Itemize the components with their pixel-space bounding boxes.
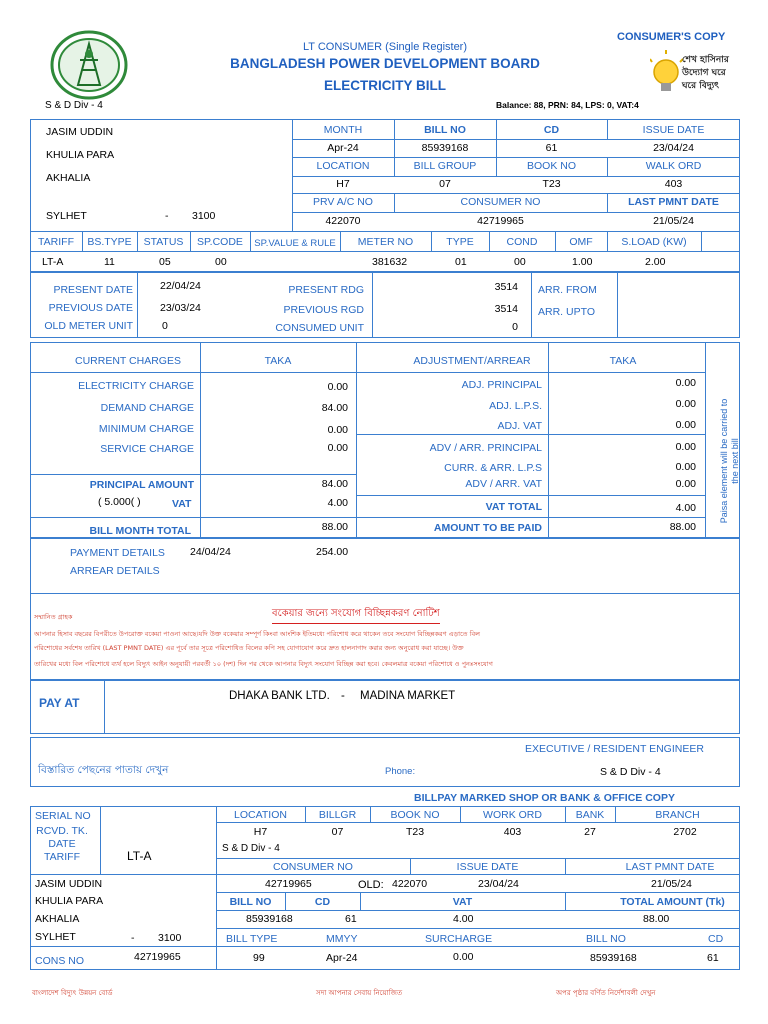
office-branch-header: BRANCH	[655, 809, 700, 821]
consumed-label: CONSUMED UNIT	[275, 322, 364, 334]
pay-at-label: PAY AT	[39, 696, 80, 710]
date-label: DATE	[48, 838, 76, 850]
tariff-value: LT-A	[42, 256, 64, 268]
engineer-division: S & D Div - 4	[600, 766, 661, 778]
campaign-badge	[650, 50, 740, 112]
amount-to-be-paid-label: AMOUNT TO BE PAID	[433, 522, 542, 534]
office-old-label: OLD:	[358, 879, 384, 891]
current-charges-header: CURRENT CHARGES	[75, 355, 181, 367]
meterno-header: METER NO	[357, 236, 414, 248]
spvalue-header: SP.VALUE & RULE	[254, 238, 336, 249]
last-pmnt-value: 21/05/24	[653, 215, 694, 227]
cons-no-value: 42719965	[134, 951, 181, 963]
issue-date: 23/04/24	[653, 142, 694, 154]
engineer-title: EXECUTIVE / RESIDENT ENGINEER	[525, 743, 704, 755]
bill-title: ELECTRICITY BILL	[323, 78, 446, 93]
vat-label: VAT	[172, 498, 192, 510]
last-pmnt-header: LAST PMNT DATE	[628, 196, 719, 208]
office-billno2-value: 85939168	[590, 952, 637, 964]
notice-line-1: আপনার হিসাব বছরের বিপরীতে উপরোক্ত বকেয়া পাওনা আছে।যদি উক্ত বকেয়ার সম্পূর্ণ কিংবা আংশিক ইতিমধ্যে পরিশোধ করে থাকেন তবে সংযোগ বিচ্ছিন্নকরণ এড়াতে বিল	[34, 630, 480, 638]
office-mmyy-value: Apr-24	[326, 952, 358, 964]
electricity-charge-label: ELECTRICITY CHARGE	[78, 380, 194, 392]
taka-header-right: TAKA	[609, 355, 637, 367]
billno-header: BILL NO	[424, 124, 466, 136]
adv-principal-label: ADV / ARR. PRINCIPAL	[429, 442, 542, 454]
present-rdg-label: PRESENT RDG	[288, 284, 364, 296]
notice-title: বকেয়ার জন্যে সংযোগ বিচ্ছিন্নকরণ নোটিশ	[272, 606, 440, 624]
electricity-charge-value: 0.00	[327, 381, 348, 393]
office-lastpmnt-value: 21/05/24	[651, 878, 692, 890]
office-consumer-no: 42719965	[265, 878, 312, 890]
vat-value: 4.00	[327, 497, 348, 509]
adjustment-header: ADJUSTMENT/ARREAR	[413, 355, 531, 367]
office-issue-header: ISSUE DATE	[456, 861, 519, 873]
office-address-2: AKHALIA	[35, 913, 80, 925]
notice-line-2: পরিশোধের সর্বশেষ তারিখ (LAST PMNT DATE) এর পূর্বে তার সূত্রে পরিশোধিত বিলের কপি সহ যোগাযোগ করে দ্রুত হালনাগাদ করার জন্য অনুরোধ করা যাচ্ছে। উক্ত	[34, 644, 464, 652]
office-surcharge-header: SURCHARGE	[425, 933, 493, 945]
adj-vat-label: ADJ. VAT	[497, 420, 542, 432]
office-workord-header: WORK ORD	[483, 809, 542, 821]
copy-label: CONSUMER'S COPY	[617, 31, 726, 43]
office-dash: -	[131, 932, 135, 944]
cond-header: COND	[506, 236, 538, 248]
taka-header-left: TAKA	[264, 355, 292, 367]
adj-lps-value: 0.00	[675, 398, 696, 410]
paisa-side-note	[719, 396, 741, 526]
previous-rgd-label: PREVIOUS RGD	[283, 304, 364, 316]
previous-date-label: PREVIOUS DATE	[48, 302, 133, 314]
consumer-zip: 3100	[192, 210, 216, 222]
vat-total-value: 4.00	[675, 502, 696, 514]
principal-amount-label: PRINCIPAL AMOUNT	[89, 479, 194, 491]
previous-date-value: 23/03/24	[160, 302, 201, 314]
office-location-value: H7	[253, 826, 268, 838]
spcode-header: SP.CODE	[197, 236, 243, 248]
office-billgr-header: BILLGR	[318, 809, 357, 821]
bill-number: 85939168	[421, 142, 469, 154]
demand-charge-label: DEMAND CHARGE	[100, 402, 194, 414]
office-consumer-header: CONSUMER NO	[273, 861, 353, 873]
demand-charge-value: 84.00	[321, 402, 348, 414]
office-branch-value: 2702	[673, 826, 697, 838]
office-city: SYLHET	[35, 931, 76, 943]
curr-lps-value: 0.00	[675, 461, 696, 473]
payment-amount: 254.00	[316, 546, 349, 558]
old-meter-value: 0	[162, 320, 168, 332]
pay-at-section	[30, 680, 740, 734]
bill-subtitle: LT CONSUMER (Single Register)	[302, 41, 468, 53]
office-surcharge-value: 0.00	[453, 951, 474, 963]
prv-ac-header: PRV A/C NO	[313, 196, 373, 208]
omf-value: 1.00	[572, 256, 593, 268]
type-header: TYPE	[446, 236, 474, 248]
office-issue-value: 23/04/24	[478, 878, 519, 890]
bill-month-total-value: 88.00	[321, 521, 348, 533]
consumed-value: 0	[512, 321, 518, 333]
sload-header: S.LOAD (KW)	[621, 236, 687, 248]
office-total-header: TOTAL AMOUNT (Tk)	[620, 896, 725, 908]
adv-vat-label: ADV / ARR. VAT	[465, 478, 542, 490]
adj-principal-value: 0.00	[675, 377, 696, 389]
type-value: 01	[455, 256, 467, 268]
bill-group-value: 07	[439, 178, 451, 190]
office-vat-value: 4.00	[453, 913, 474, 925]
paisa-note-text: Paisa element will be carried to the next bill	[719, 398, 740, 524]
office-billtype-value: 99	[253, 952, 265, 964]
vat-rate: ( 5.000( )	[98, 496, 141, 508]
office-location-header: LOCATION	[234, 809, 287, 821]
campaign-text: শেখ হাসিনার উদ্যোগ ঘরে ঘরে বিদ্যুৎ	[682, 55, 729, 91]
minimum-charge-label: MINIMUM CHARGE	[98, 423, 194, 435]
arr-upto-label: ARR. UPTO	[538, 306, 595, 318]
office-cd-value: 61	[345, 913, 357, 925]
curr-lps-label: CURR. & ARR. L.P.S	[444, 462, 542, 474]
consumer-no-header: CONSUMER NO	[460, 196, 541, 208]
office-workord-value: 403	[503, 826, 522, 838]
pay-at-dash: -	[341, 690, 345, 702]
bill-month-total-label: BILL MONTH TOTAL	[89, 525, 191, 537]
omf-header: OMF	[569, 236, 593, 248]
arrear-details-label: ARREAR DETAILS	[70, 565, 160, 577]
consumer-city: SYLHET	[46, 210, 87, 222]
office-total-value: 88.00	[643, 913, 670, 925]
present-date-label: PRESENT DATE	[53, 284, 133, 296]
payment-date: 24/04/24	[190, 546, 231, 558]
bill-month: Apr-24	[327, 142, 359, 154]
adv-principal-value: 0.00	[675, 441, 696, 453]
rcvd-tk-label: RCVD. TK.	[36, 825, 88, 837]
walk-ord-value: 403	[664, 178, 683, 190]
office-billgr-value: 07	[331, 826, 344, 838]
footer-motto: সদা আপনার সেবায় নিয়োজিত	[316, 989, 403, 997]
walk-ord-header: WALK ORD	[645, 160, 702, 172]
adv-vat-value: 0.00	[675, 478, 696, 490]
office-zip: 3100	[158, 932, 182, 944]
service-charge-value: 0.00	[327, 442, 348, 454]
old-meter-label: OLD METER UNIT	[44, 320, 133, 332]
office-lastpmnt-header: LAST PMNT DATE	[625, 861, 715, 873]
principal-amount-value: 84.00	[321, 478, 348, 490]
org-name: BANGLADESH POWER DEVELOPMENT BOARD	[230, 56, 540, 71]
office-bookno-value: T23	[405, 826, 425, 838]
details-overleaf-note: বিস্তারিত পেছনের পাতায় দেখুন	[38, 764, 169, 776]
office-division: S & D Div - 4	[222, 843, 280, 854]
present-rdg-value: 3514	[494, 281, 518, 293]
arr-from-label: ARR. FROM	[538, 284, 597, 296]
office-old-value: 422070	[392, 878, 428, 890]
location-header: LOCATION	[316, 160, 370, 172]
cond-value: 00	[514, 256, 526, 268]
month-header: MONTH	[323, 124, 363, 136]
office-tariff-value: LT-A	[127, 849, 152, 863]
consumer-no-value: 42719965	[477, 215, 524, 227]
office-billno-header: BILL NO	[229, 896, 272, 908]
office-address-1: KHULIA PARA	[35, 895, 104, 907]
consumer-name: JASIM UDDIN	[46, 126, 114, 138]
office-cd2-header: CD	[708, 933, 724, 945]
office-bank-header: BANK	[575, 809, 605, 821]
balance-summary: Balance: 88, PRN: 84, LPS: 0, VAT:4	[496, 100, 639, 110]
office-vat-header: VAT	[452, 896, 473, 908]
status-value: 05	[159, 256, 171, 268]
present-date-value: 22/04/24	[160, 280, 201, 292]
bstype-header: BS.TYPE	[87, 236, 132, 248]
tariff-header: TARIFF	[38, 236, 74, 248]
payment-details-label: PAYMENT DETAILS	[70, 547, 165, 559]
prv-ac-value: 422070	[325, 215, 361, 227]
serial-no-label: SERIAL NO	[35, 810, 91, 822]
bill-group-header: BILL GROUP	[413, 160, 477, 172]
vat-total-label: VAT TOTAL	[485, 501, 542, 513]
meterno-value: 381632	[372, 256, 408, 268]
location-value: H7	[336, 178, 350, 190]
phone-label: Phone:	[385, 766, 416, 777]
pay-at-branch: MADINA MARKET	[360, 690, 456, 702]
office-consumer-name: JASIM UDDIN	[35, 878, 103, 890]
cd-header: CD	[543, 124, 560, 136]
spcode-value: 00	[215, 256, 227, 268]
office-billno-value: 85939168	[246, 913, 293, 925]
logo-emblem-icon	[50, 30, 128, 100]
consumer-dash: -	[165, 210, 169, 222]
book-no-value: T23	[542, 178, 561, 190]
pay-at-bank: DHAKA BANK LTD.	[229, 690, 330, 702]
book-no-header: BOOK NO	[526, 160, 576, 172]
office-billno2-header: BILL NO	[586, 933, 626, 945]
footer-org: বাংলাদেশ বিদ্যুৎ উন্নয়ন বোর্ড	[32, 989, 113, 997]
office-copy-title: BILLPAY MARKED SHOP OR BANK & OFFICE COPY	[414, 792, 675, 804]
status-header: STATUS	[143, 236, 184, 248]
division-label: S & D Div - 4	[45, 100, 103, 111]
tariff-label: TARIFF	[44, 851, 80, 863]
minimum-charge-value: 0.00	[327, 424, 348, 436]
consumer-address-1: KHULIA PARA	[46, 149, 115, 161]
adj-principal-label: ADJ. PRINCIPAL	[461, 379, 542, 391]
office-bank-value: 27	[584, 826, 596, 838]
notice-salutation: সম্মানিত গ্রাহক	[34, 613, 73, 621]
amount-to-be-paid-value: 88.00	[669, 521, 696, 533]
issue-date-header: ISSUE DATE	[642, 124, 705, 136]
previous-rgd-value: 3514	[494, 303, 518, 315]
service-charge-label: SERVICE CHARGE	[100, 443, 194, 455]
bpdb-logo	[50, 30, 128, 100]
office-bookno-header: BOOK NO	[390, 809, 440, 821]
adj-lps-label: ADJ. L.P.S.	[489, 400, 542, 412]
bstype-value: 11	[104, 256, 115, 268]
cd-value: 61	[545, 142, 558, 154]
consumer-address-2: AKHALIA	[46, 172, 91, 184]
office-cd2-value: 61	[707, 952, 719, 964]
footer-instructions: অপর পৃষ্ঠার বর্ণিত নির্দেশাবলী দেখুন	[556, 989, 656, 997]
sload-value: 2.00	[645, 256, 666, 268]
notice-line-3: তারিখের মধ্যে বিল পরিশোধে ব্যর্থ হলে বিদ্যুৎ আইন অনুযায়ী পরবর্তী ১০ (দশ) দিন পর থেকে আপনার বিদ্যুৎ সংযোগ বিচ্ছিন্ন করা হবে। কেবলমাত্র বকেয়া পরিশোধে ও পুনঃসংযোগ	[34, 660, 493, 668]
cons-no-label: CONS NO	[35, 955, 85, 967]
office-billtype-header: BILL TYPE	[226, 933, 278, 945]
office-cd-header: CD	[314, 896, 331, 908]
office-mmyy-header: MMYY	[326, 933, 358, 945]
adj-vat-value: 0.00	[675, 419, 696, 431]
